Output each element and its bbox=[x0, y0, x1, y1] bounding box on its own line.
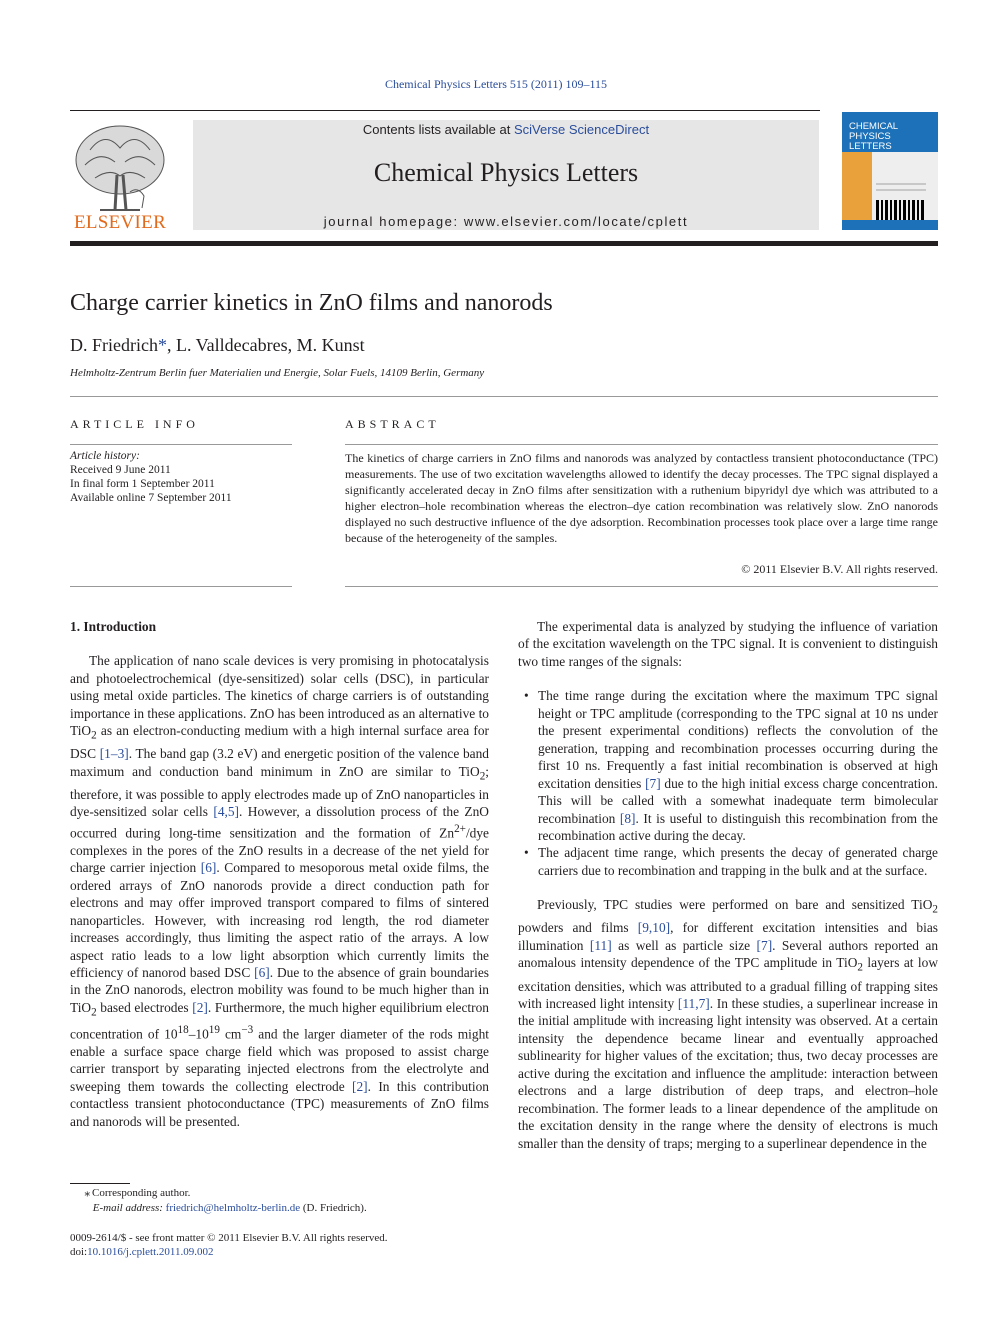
reference-link[interactable]: [8] bbox=[619, 810, 636, 826]
issn-notice bbox=[70, 1231, 388, 1259]
left-column bbox=[70, 618, 489, 1130]
article-info-heading: ARTICLE INFO bbox=[70, 417, 199, 431]
reference-link[interactable]: [4,5] bbox=[213, 804, 240, 820]
sciencedirect-link[interactable]: SciVerse ScienceDirect bbox=[513, 122, 650, 137]
email-label: E-mail address: bbox=[92, 1202, 166, 1214]
cover-artwork-icon bbox=[842, 112, 938, 230]
email-suffix: (D. Friedrich). bbox=[300, 1202, 367, 1214]
author-names-rest: , L. Valldecabres, M. Kunst bbox=[166, 335, 365, 355]
reference-link[interactable]: [2] bbox=[192, 999, 208, 1015]
final-form-date: In final form 1 September 2011 bbox=[70, 478, 215, 490]
journal-cover-thumbnail bbox=[842, 112, 938, 230]
doi-label: doi: bbox=[70, 1246, 88, 1258]
footnote-mark: ⁎ bbox=[84, 1187, 90, 1199]
article-history bbox=[70, 449, 232, 505]
reference-link[interactable]: [7] bbox=[645, 775, 661, 791]
reference-link[interactable]: [1–3] bbox=[99, 746, 129, 762]
reference-link[interactable]: [6] bbox=[200, 860, 217, 876]
copyright-notice: © 2011 Elsevier B.V. All rights reserved. bbox=[741, 562, 938, 576]
journal-citation-link[interactable]: Chemical Physics Letters 515 (2011) 109–115 bbox=[384, 77, 608, 91]
section-heading-introduction: 1. Introduction bbox=[70, 619, 157, 634]
paragraph: The experimental data is analyzed by studying the influence of variation of the excitation wavelength on the TPC signal. It is convenient to distinguish two time ranges of the signals: bbox=[518, 619, 938, 669]
header-rule bbox=[70, 110, 820, 111]
abstract-rule bbox=[345, 444, 938, 445]
cover-title-line: LETTERS bbox=[849, 141, 892, 152]
article-info-rule bbox=[70, 586, 292, 587]
journal-name: Chemical Physics Letters bbox=[373, 158, 639, 187]
online-date: Available online 7 September 2011 bbox=[70, 492, 232, 504]
reference-link[interactable]: [7] bbox=[756, 937, 773, 953]
footnote-rule bbox=[70, 1183, 130, 1184]
reference-link[interactable]: [6] bbox=[254, 964, 270, 980]
contents-line bbox=[193, 122, 819, 137]
abstract-text: The kinetics of charge carriers in ZnO films and nanorods was analyzed by contactless transient photoconductance (TPC) measurements. The use of two excitation wavelengths allowed to identify the decay processes. The TPC signal displayed a significantly accelerated decay in ZnO films after sensitization with a ruthenium bipyridyl dye which was attributed to a higher electron–hole recombination whereas the electron–dye cation recombination was relatively slow. ZnO nanorods displayed no such destructive influence of the dye adsorption. Recombination processes took place over a large time range because of the heterogeneity of the samples. bbox=[345, 451, 938, 545]
elsevier-wordmark: ELSEVIER bbox=[73, 212, 167, 233]
abstract-heading: ABSTRACT bbox=[345, 417, 440, 431]
bullet-list bbox=[518, 687, 938, 879]
author-email-link[interactable]: friedrich@helmholtz-berlin.de bbox=[165, 1202, 301, 1214]
corresponding-author-footnote bbox=[70, 1186, 367, 1216]
journal-homepage[interactable]: journal homepage: www.elsevier.com/locate/cplett bbox=[323, 214, 689, 229]
paragraph: The application of nano scale devices is very promising in photocatalysis and photoelectrochemical (dye-sensitized) solar cells (DSC), in particular using metal oxide particles. The kinetics of charge carriers is of outstanding importance in these applications. ZnO has been introduced as an alternative to TiO$_2$ as an electron-conducting medium with a high internal surface area for DSC [1–3]. The band gap (3.2 eV) and energetic position of the valence band maximum and conduction band minimum in ZnO are similar to TiO$_2$; therefore, it was possible to apply electrodes made up of ZnO nanoparticles in dye-sensitized solar cells [4,5]. However, a dissolution process of the ZnO occurred during long-time sensitization and the formation of $Zn^{2+}$/dye complexes in the pores of the ZnO results in a decrease of the net yield for charge carrier injection [6]. Compared to mesoporous metal oxide films, the ordered arrays of ZnO nanorods provide a direct conduction path for electrons and may offer improved transport compared to films of sintered nanoparticles. However, with increasing rod length, the rod diameter increases accordingly, thus limiting the aspect ratio of the arrays. A low aspect ratio leads to a low light absorption which currently limits the efficiency of nanorod based DSC [6]. Due to the absence of grain boundaries in the ZnO nanorods, electron mobility was found to be much higher than in TiO$_2$ based electrodes [2]. Furthermore, the much higher equilibrium electron concentration of $10^{18}-10^{19}$ $cm^{-3}$ and the larger diameter of the rods might enable a surface space charge field which was proposed to assist charge carrier transport by separating injected electrons from the electrolyte and sweeping them towards the collecting electrode [2]. In this contribution contactless transient photoconductance (TPC) measurements of ZnO films and nanorods will be presented. bbox=[70, 653, 490, 1129]
article-info-rule bbox=[70, 444, 292, 445]
header-thick-rule bbox=[70, 241, 938, 246]
doi-link[interactable]: 10.1016/j.cplett.2011.09.002 bbox=[87, 1246, 214, 1258]
reference-link[interactable]: [9,10] bbox=[637, 920, 671, 936]
article-title: Charge carrier kinetics in ZnO films and nanorods bbox=[70, 290, 553, 316]
affiliation: Helmholtz-Zentrum Berlin fuer Materialien und Energie, Solar Fuels, 14109 Berlin, Germany bbox=[70, 367, 485, 379]
author-name: D. Friedrich bbox=[70, 335, 158, 355]
author-list bbox=[70, 335, 365, 356]
list-item: • The adjacent time range, which presents the decay of generated charge carriers due to recombination and trapping in the bulk and at the surface. bbox=[518, 844, 938, 879]
cover-title-line: PHYSICS bbox=[849, 131, 891, 142]
reference-link[interactable]: [2] bbox=[352, 1078, 368, 1094]
received-date: Received 9 June 2011 bbox=[70, 464, 171, 476]
paragraph: Previously, TPC studies were performed on bare and sensitized TiO$_2$ powders and films [9,10], for different excitation intensities and bias illumination [11] as well as particle size [7]. Several authors reported an anomalous intensity dependence of the TPC amplitude in TiO$_2$ layers at low excitation densities, which was attributed to a gradual filling of trapping sites with increased light intensity [11,7]. In these studies, a superlinear increase in the initial amplitude with increasing light intensity was observed. At a certain intensity the dependence became linear and eventually approached sublinearity for higher values of the excitation; thus, two decay processes are active during the excitation and influence the amplitude: interaction between electrons and a large distribution of deep traps, and electron–hole recombination. The former leads to a linear dependence of the amplitude on the excitation density in the range where the density of electrons is much smaller than the density of traps; merging to a superlinear dependence in the bbox=[518, 897, 939, 1151]
reference-link[interactable]: [11,7] bbox=[677, 995, 710, 1011]
section-rule bbox=[70, 396, 938, 397]
right-column bbox=[518, 618, 938, 1152]
contents-prefix: Contents lists available at bbox=[362, 122, 514, 137]
abstract-rule bbox=[345, 586, 938, 587]
cover-title-line: CHEMICAL bbox=[849, 121, 899, 132]
corresponding-author-mark[interactable]: * bbox=[157, 335, 167, 355]
history-label: Article history: bbox=[70, 450, 140, 462]
reference-link[interactable]: [11] bbox=[589, 937, 612, 953]
footnote-text: Corresponding author. bbox=[92, 1187, 191, 1199]
front-matter-line: 0009-2614/$ - see front matter © 2011 Elsevier B.V. All rights reserved. bbox=[70, 1232, 388, 1244]
list-item: • The time range during the excitation where the maximum TPC signal height or TPC amplitude (corresponding to the TPC signal at 10 ns under the present experimental conditions) reflects the convolution of the generation, trapping and recombination processes occurring during the first 10 ns. Frequently a fast initial recombination is observed at high excitation densities [7] due to the high initial excess charge concentration. This will be called with a somewhat inadequate term bimolecular recombination [8]. It is useful to distinguish this recombination from the recombination active during the decay. bbox=[518, 687, 938, 844]
